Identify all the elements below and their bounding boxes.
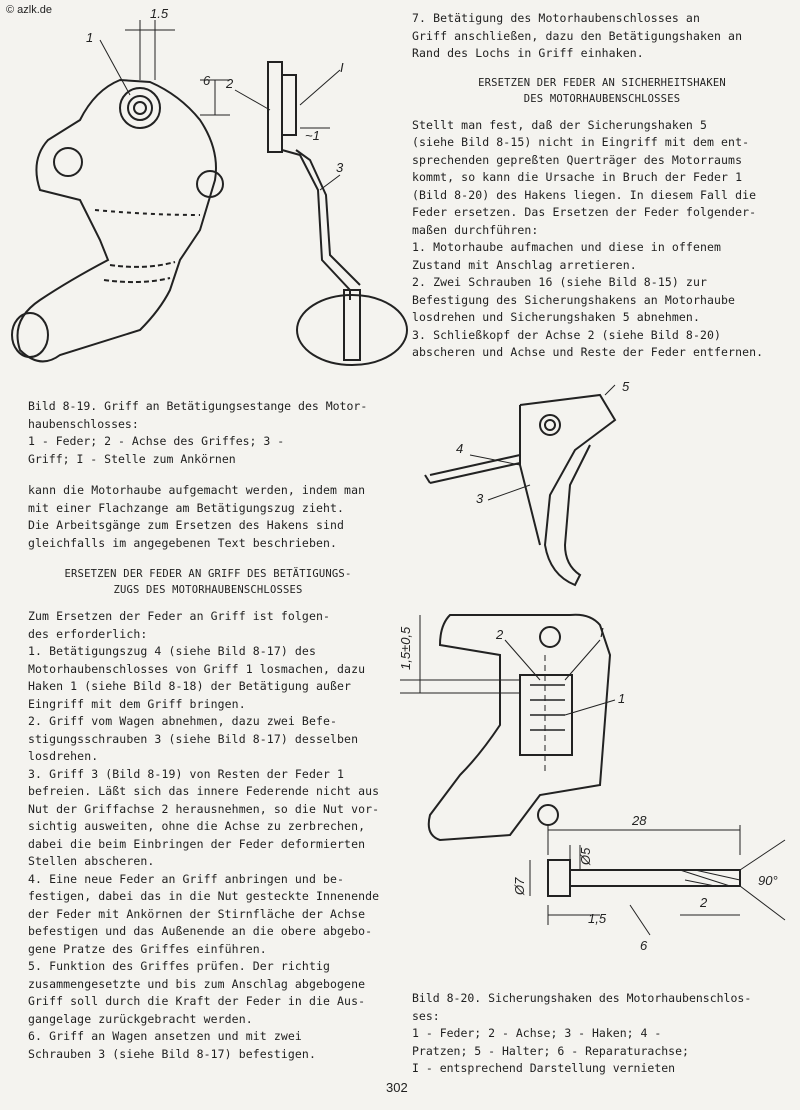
- paragraph: 1. Betätigungszug 4 (siehe Bild 8-17) des Motorhaubenschlosses von Griff 1 losmachen, dazu Haken 1 (siehe Bild 8-18) der Betätigung außer Eingriff mit dem Griff bringen.: [28, 644, 366, 711]
- paragraph: Die Arbeitsgänge zum Ersetzen des Hakens sind gleichfalls im angegebenen Text beschrieben.: [28, 518, 345, 550]
- paragraph: Zum Ersetzen der Feder an Griff ist folgen- des erforderlich:: [28, 609, 331, 641]
- label-part-4: 4: [456, 441, 464, 456]
- label-part-2: 2: [226, 76, 234, 91]
- label-dim-d7: Ø7: [512, 877, 527, 895]
- figure-8-20-caption: Bild 8-20. Sicherungshaken des Motorhaubenschlos- ses: 1 - Feder; 2 - Achse; 3 - Haken; 4 - Pratzen; 5 - Halter; 6 - Reparaturachse; I - entsprechend Darstellung vernieten: [412, 991, 752, 1075]
- figure-8-19-drawing: [0, 0, 410, 380]
- label-part-1: 1: [86, 30, 94, 45]
- paragraph: 3. Griff 3 (Bild 8-19) von Resten der Feder 1 befreien. Läßt sich das innere Federende nicht aus Nut der Griffachse 2 herausnehmen, so die Nut vor- sichtig ausweiten, ohne die Achse zu zerbrechen, dabei die beim Einbringen der Feder deformierten Stellen abscheren.: [28, 766, 380, 868]
- paragraph: 3. Schließkopf der Achse 2 (siehe Bild 8-20) abscheren und Achse und Reste der Feder entfernen.: [412, 327, 764, 359]
- label-dim-2: 2: [700, 895, 708, 910]
- label-dim-tolerance: 1,5±0,5: [398, 626, 413, 670]
- label-dim-d5: Ø5: [578, 847, 593, 865]
- figure-8-20-drawing: [400, 375, 800, 985]
- paragraph: 4. Eine neue Feder an Griff anbringen und be- festigen, dabei das in die Nut gesteckte Innenende der Feder mit Ankörnen der Stirnfläche der Achse befestigen und das Außenende an die obere abgebo- gene Pratze des Griffes einführen.: [28, 871, 380, 956]
- label-part-6: 6: [640, 938, 648, 953]
- paragraph: 1. Motorhaube aufmachen und diese in offenem Zustand mit Anschlag arretieren.: [412, 240, 722, 272]
- label-dim-6: 6: [203, 73, 211, 88]
- label-part-3: 3: [476, 491, 484, 506]
- paragraph: 5. Funktion des Griffes prüfen. Der richtig zusammengesetzte und bis zum Anschlag abgebogene Griff soll durch die Kraft der Feder in die Aus- gangelage zurückgebracht werden.: [28, 959, 366, 1026]
- label-dim-28: 28: [632, 813, 647, 828]
- label-part-I: I: [600, 625, 604, 640]
- label-part-3: 3: [336, 160, 344, 175]
- paragraph: Stellt man fest, daß der Sicherungshaken 5 (siehe Bild 8-15) nicht in Eingriff mit dem ent- sprechenden gepreßten Querträger des Motorraums kommt, so kann die Ursache in Bruch der Feder 1 (Bild 8-20) des Hakens liegen. In diesem Fall die Feder ersetzen. Das Ersetzen der Feder folgender- maßen durchführen:: [412, 117, 757, 237]
- right-column: [412, 10, 792, 362]
- label-dim-1-5: 1,5: [588, 911, 607, 926]
- paragraph: kann die Motorhaube aufgemacht werden, indem man mit einer Flachzange am Betätigungszug zieht.: [28, 483, 366, 515]
- label-dim-90: 90°: [758, 873, 778, 888]
- label-part-I: I: [340, 60, 344, 75]
- figure-8-20: [400, 375, 800, 985]
- label-part-1: 1: [618, 691, 626, 706]
- figure-8-20-caption-block: [412, 990, 792, 1078]
- figure-8-19-caption: Bild 8-19. Griff an Betätigungsestange des Motor- haubenschlosses: 1 - Feder; 2 - Achse des Griffes; 3 - Griff; I - Stelle zum Ankörnen: [28, 399, 368, 466]
- paragraph: 2. Zwei Schrauben 16 (siehe Bild 8-15) zur Befestigung des Sicherungshakens an Motorhaube losdrehen und Sicherungshaken 5 abnehmen.: [412, 275, 736, 324]
- label-dim-1-5: 1.5: [150, 6, 169, 21]
- left-column: [28, 398, 388, 1063]
- paragraph: 2. Griff vom Wagen abnehmen, dazu zwei Befe- stigungsschrauben 3 (siehe Bild 8-17) desselben losdrehen.: [28, 714, 359, 763]
- section-heading: ERSETZEN DER FEDER AN SICHERHEITSHAKEN DES MOTORHAUBENSCHLOSSES: [478, 76, 726, 105]
- page-number: 302: [386, 1080, 408, 1095]
- figure-8-19: [0, 0, 410, 380]
- paragraph: 6. Griff an Wagen ansetzen und mit zwei Schrauben 3 (siehe Bild 8-17) befestigen.: [28, 1029, 316, 1061]
- section-heading: ERSETZEN DER FEDER AN GRIFF DES BETÄTIGUNGS- ZUGS DES MOTORHAUBENSCHLOSSES: [64, 568, 352, 596]
- label-part-5: 5: [622, 379, 630, 394]
- label-dim-1: ~1: [305, 128, 320, 143]
- paragraph: 7. Betätigung des Motorhaubenschlosses an Griff anschließen, dazu den Betätigungshaken an Rand des Lochs in Griff einhaken.: [412, 11, 743, 60]
- label-part-2: 2: [496, 627, 504, 642]
- watermark: © azlk.de: [6, 4, 53, 16]
